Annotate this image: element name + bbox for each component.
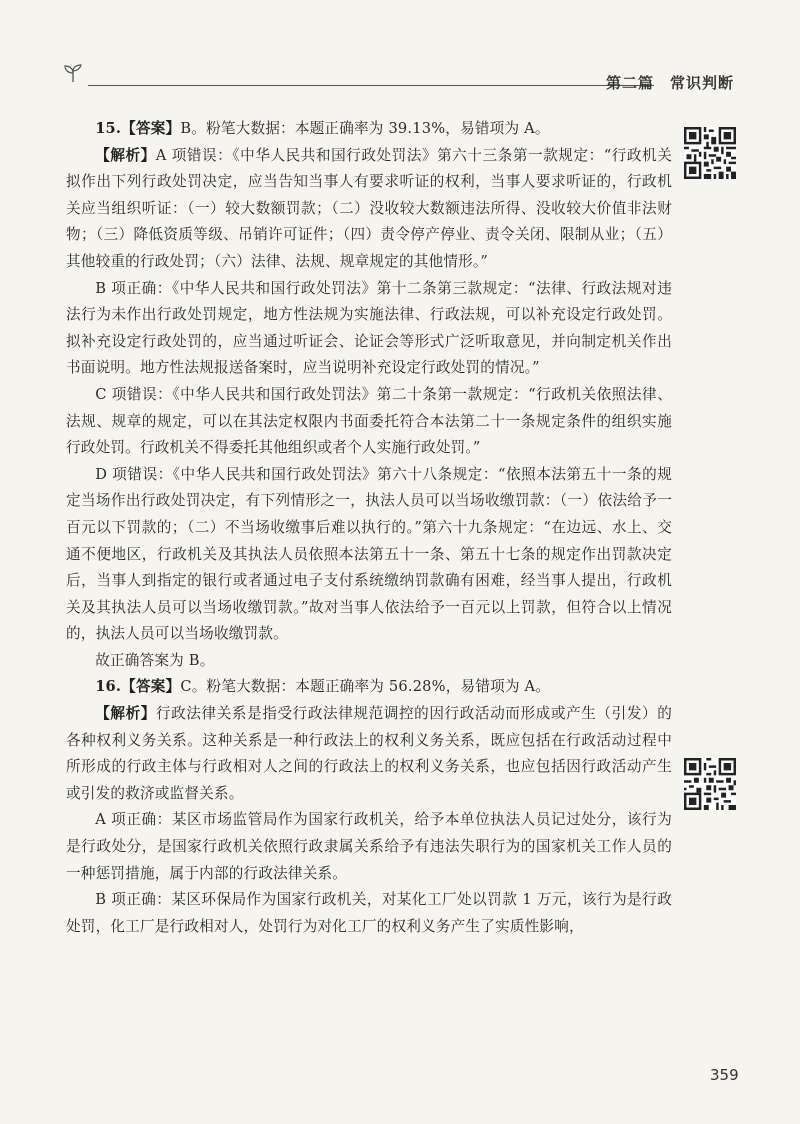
paragraph-text: C。粉笔大数据：本题正确率为 56.28%，易错项为 A。 [180,678,551,696]
paragraph-text: B 项正确：《中华人民共和国行政处罚法》第十二条第三款规定：“法律、行政法规对违法行为未作出行政处罚规定，地方性法规为实施法律、行政法规，可以补充设定行政处罚。拟补充设定行政处罚的，应当通过听证会、论证会等形式广泛听取意见，并向制定机关作出书面说明。地方性法规报送备案时，应当说明补充设定行政处罚的情况。” [66,279,672,377]
answer-tag: 16.【答案】 [95,678,181,696]
leaf-icon [62,62,84,84]
page-number: 359 [710,1066,739,1084]
analysis-tag: 【解析】 [95,705,156,723]
paragraph-text: A 项错误：《中华人民共和国行政处罚法》第六十三条第一款规定：“行政机关拟作出下列行政处罚决定，应当告知当事人有要求听证的权利，当事人要求听证的，行政机关应当组织听证：（一）较大数额罚款；（二）没收较大数额违法所得、没收较大价值非法财物；（三）降低资质等级、吊销许可证件；（四）责令停产停业、责令关闭、限制从业；（五）其他较重的行政处罚；（六）法律、法规、规章规定的其他情形。” [66,146,672,270]
paragraph-text: D 项错误：《中华人民共和国行政处罚法》第六十八条规定：“依照本法第五十一条的规定当场作出行政处罚决定，有下列情形之一，执法人员可以当场收缴罚款：（一）依法给予一百元以下罚款的；（二）不当场收缴事后难以执行的。”第六十九条规定：“在边远、水上、交通不便地区，行政机关及其执法人员依照本法第五十一条、第五十七条的规定作出罚款决定后，当事人到指定的银行或者通过电子支付系统缴纳罚款确有困难，经当事人提出，行政机关及其执法人员可以当场收缴罚款。”故对当事人依法给予一百元以上罚款，但符合以上情况的，执法人员可以当场收缴罚款。 [66,465,672,643]
paragraph-text: C 项错误：《中华人民共和国行政处罚法》第二十条第一款规定：“行政机关依照法律、法规、规章的规定，可以在其法定权限内书面委托符合本法第二十一条规定条件的组织实施行政处罚。行政机关不得委托其他组织或者个人实施行政处罚。” [66,385,672,457]
paragraph [66,116,672,143]
paragraph [66,462,672,648]
paragraph [66,701,672,807]
analysis-tag: 【解析】 [95,146,156,164]
paragraph-text: B。粉笔大数据：本题正确率为 39.13%，易错项为 A。 [180,120,550,137]
paragraph [66,648,672,675]
section-title: 第二篇 常识判断 [605,74,734,92]
paragraph-text: 行政法律关系是指受行政法律规范调控的因行政活动而形成或产生（引发）的各种权利义务关系。这种关系是一种行政法上的权利义务关系，既应包括在行政活动过程中所形成的行政主体与行政相对人之间的行政法上的权利义务关系，也应包括因行政活动产生或引发的救济或监督关系。 [66,705,672,802]
paragraph-text: B 项正确：某区环保局作为国家行政机关，对某化工厂处以罚款 1 万元，该行为是行政处罚，化工厂是行政相对人，处罚行为对化工厂的权利义务产生了实质性影响， [66,891,672,935]
paragraph [66,674,672,701]
answer-tag: 15.【答案】 [95,120,181,137]
header-rule [88,85,654,86]
answer-explanation-body [66,116,672,940]
page-header [62,58,742,98]
paragraph [66,807,672,887]
qr-code-icon[interactable] [684,127,736,179]
qr-code-icon[interactable] [684,758,736,810]
paragraph [66,276,672,382]
paragraph [66,382,672,462]
paragraph-text: A 项正确：某区市场监管局作为国家行政机关，给予本单位执法人员记过处分，该行为是行政处分，是国家行政机关依照行政隶属关系给予有违法失职行为的国家机关工作人员的一种惩罚措施，属于内部的行政法律关系。 [66,811,672,882]
paragraph [66,143,672,276]
paragraph [66,887,672,940]
paragraph-text: 故正确答案为 B。 [95,651,215,669]
